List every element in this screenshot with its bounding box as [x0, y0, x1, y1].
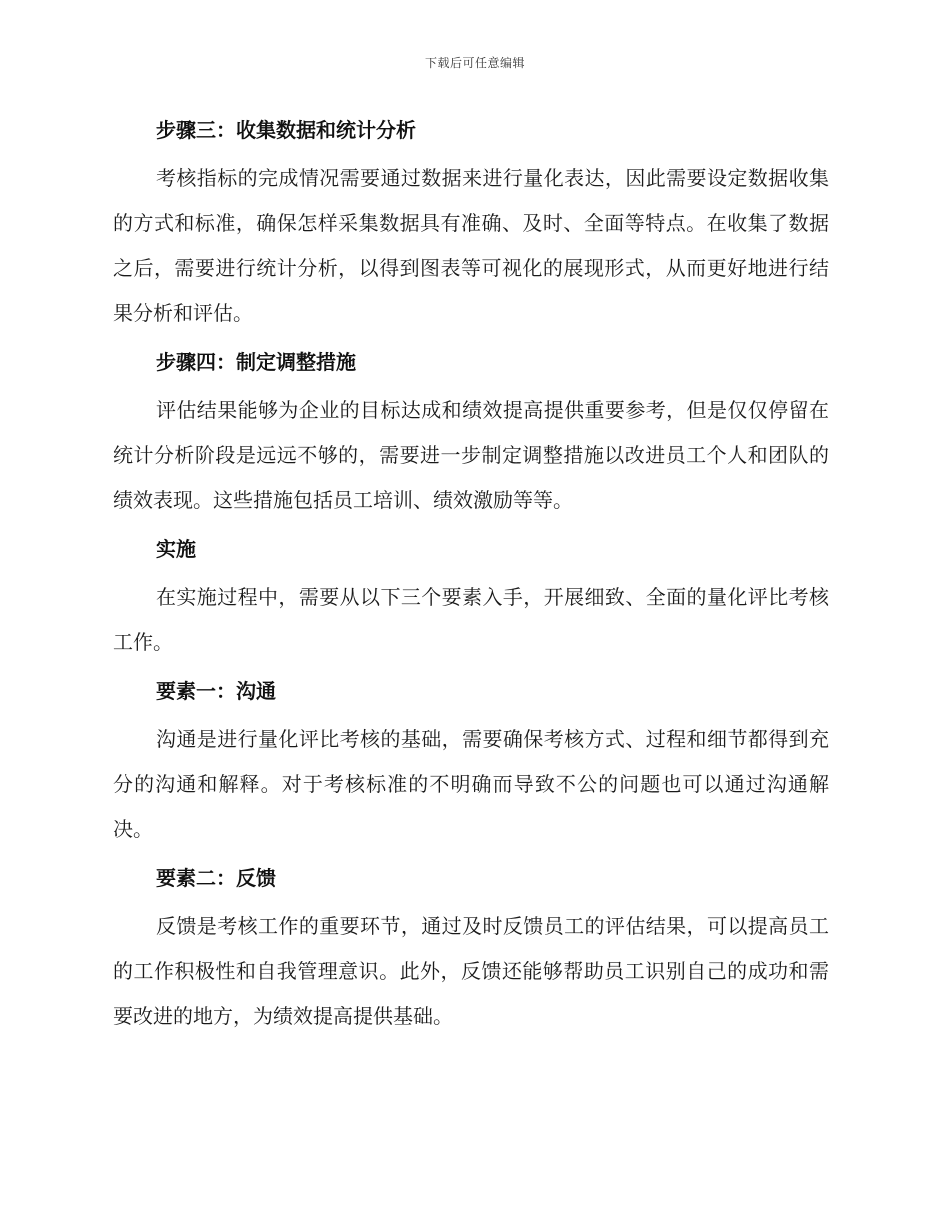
section-element-one [113, 669, 829, 852]
section-step-four [113, 340, 829, 523]
section-heading: 步骤四：制定调整措施 [156, 350, 356, 374]
section-paragraph: 反馈是考核工作的重要环节，通过及时反馈员工的评估结果，可以提高员工的工作积极性和自我管理意识。此外，反馈还能够帮助员工识别自己的成功和需要改进的地方，为绩效提高提供基础。 [113, 914, 829, 1028]
page-header: 下载后可任意编辑 [424, 56, 525, 70]
section-paragraph: 考核指标的完成情况需要通过数据来进行量化表达，因此需要设定数据收集的方式和标准，确保怎样采集数据具有准确、及时、全面等特点。在收集了数据之后，需要进行统计分析，以得到图表等可视化的展现形式，从而更好地进行结果分析和评估。 [113, 166, 829, 325]
section-paragraph: 在实施过程中，需要从以下三个要素入手，开展细致、全面的量化评比考核工作。 [113, 585, 829, 654]
document-body [113, 108, 829, 1043]
section-heading: 实施 [156, 537, 196, 561]
section-heading: 步骤三：收集数据和统计分析 [156, 118, 416, 142]
section-paragraph: 沟通是进行量化评比考核的基础，需要确保考核方式、过程和细节都得到充分的沟通和解释。对于考核标准的不明确而导致不公的问题也可以通过沟通解决。 [113, 727, 829, 841]
section-element-two [113, 856, 829, 1039]
section-paragraph: 评估结果能够为企业的目标达成和绩效提高提供重要参考，但是仅仅停留在统计分析阶段是远远不够的，需要进一步制定调整措施以改进员工个人和团队的绩效表现。这些措施包括员工培训、绩效激励等等。 [113, 398, 829, 512]
section-heading: 要素二：反馈 [156, 866, 276, 890]
section-implementation [113, 527, 829, 665]
section-step-three [113, 108, 829, 336]
section-heading: 要素一：沟通 [156, 679, 276, 703]
